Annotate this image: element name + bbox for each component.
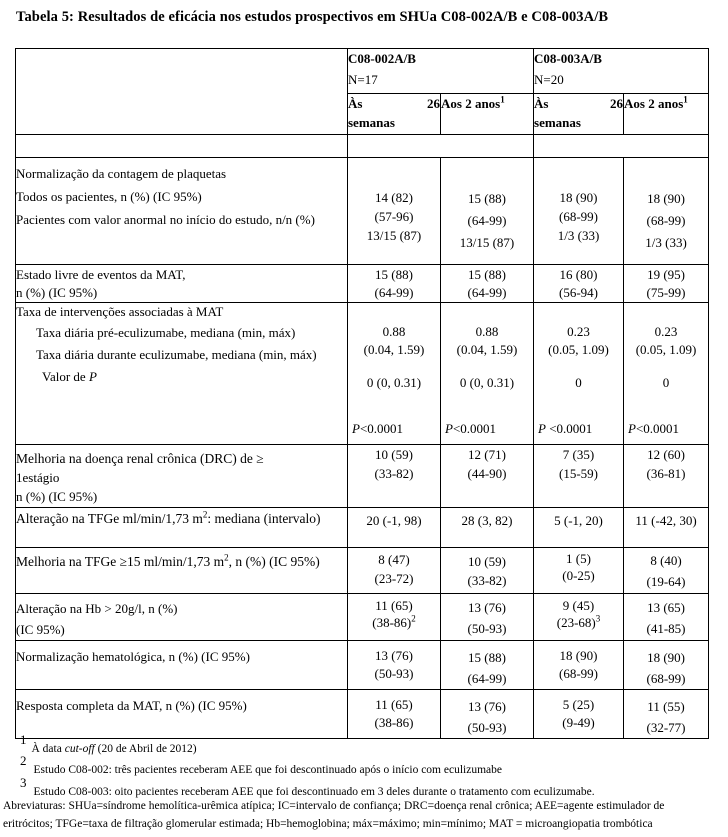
value-cell: 11 (-42, 30) xyxy=(624,508,709,548)
row-label: Alteração na Hb > 20g/l, n (%) (IC 95%) xyxy=(16,594,348,641)
footnote-2: 2Estudo C08-002: três pacientes receberam AEE que foi descontinuado após o início com eculizumabe xyxy=(20,753,502,776)
value-cell: 15 (88) (64-99) xyxy=(441,265,534,303)
study-header xyxy=(534,49,709,94)
table-row-event-free xyxy=(16,265,709,303)
value-cell: 5 (-1, 20) xyxy=(534,508,624,548)
row-label: Melhoria na TFGe ≥15 ml/min/1,73 $m^2$, n (%) (IC 95%) xyxy=(16,548,348,594)
timepoint-2-years: Aos 2 anos$^1$ xyxy=(441,94,534,135)
row-label: Normalização hematológica, n (%) (IC 95%) xyxy=(16,641,348,690)
timepoint-2-years: Aos 2 anos$^1$ xyxy=(624,94,709,135)
table-row-ckd xyxy=(16,445,709,508)
value-cell: 18 (90) (68-99) xyxy=(534,641,624,690)
efficacy-table xyxy=(15,48,709,739)
table-row-hb xyxy=(16,594,709,641)
value-cell: 5 (25) (9-49) xyxy=(534,690,624,739)
table-row-egfr-improvement xyxy=(16,548,709,594)
value-cell: 19 (95) (75-99) xyxy=(624,265,709,303)
value-cell: 10 (59) (33-82) xyxy=(441,548,534,594)
timepoint-26-weeks: Às 26 semanas xyxy=(348,94,441,135)
study-header xyxy=(348,49,534,94)
value-cell: 18 (90) (68-99) 1/3 (33) xyxy=(624,158,709,265)
study-n: N=20 xyxy=(534,72,564,87)
value-cell: 0.23 (0.05, 1.09) 0 P<0.0001 xyxy=(624,303,709,445)
value-cell: 8 (47) (23-72) xyxy=(348,548,441,594)
value-cell: 18 (90) (68-99) 1/3 (33) xyxy=(534,158,624,265)
value-cell: 0.88 (0.04, 1.59) 0 (0, 0.31) P<0.0001 xyxy=(348,303,441,445)
value-cell: 18 (90) (68-99) xyxy=(624,641,709,690)
footnote-1: 1À data cut-off (20 de Abril de 2012) xyxy=(20,732,197,755)
row-label: Resposta completa da MAT, n (%) (IC 95%) xyxy=(16,690,348,739)
value-cell: 11 (65) (38-86) xyxy=(348,690,441,739)
abbreviations: Abreviaturas: SHUa=síndrome hemolítica-urêmica atípica; IC=intervalo de confiança; DRC=doença renal crônica; AEE=agente estimulador de eritrócitos; TFGe=taxa de filtração glomerular estimada; Hb=hemoglobina; máx=máximo; min=mínimo; MAT = microangiopatia trombótica xyxy=(3,800,665,830)
table-row-hematologic xyxy=(16,641,709,690)
value-cell: 13 (65) (41-85) xyxy=(624,594,709,641)
value-cell: 12 (60) (36-81) xyxy=(624,445,709,508)
value-cell: 15 (88) (64-99) xyxy=(441,641,534,690)
value-cell: 13 (76) (50-93) xyxy=(348,641,441,690)
value-cell: 0.88 (0.04, 1.59) 0 (0, 0.31) P<0.0001 xyxy=(441,303,534,445)
table-row-platelets xyxy=(16,158,709,265)
value-cell: 10 (59) (33-82) xyxy=(348,445,441,508)
value-cell: 9 (45) $(23-68)^3$ xyxy=(534,594,624,641)
table-row-complete-response xyxy=(16,690,709,739)
footnote-3: 3Estudo C08-003: oito pacientes receberam AEE que foi descontinuado em 3 deles durante o tratamento com eculizumabe. xyxy=(20,775,595,798)
value-cell: 20 (-1, 98) xyxy=(348,508,441,548)
value-cell: 15 (88) (64-99) xyxy=(348,265,441,303)
value-cell: 15 (88) (64-99) 13/15 (87) xyxy=(441,158,534,265)
study-name: C08-002A/B xyxy=(348,51,416,66)
table-row-interventions xyxy=(16,303,709,445)
table-row-egfr-change xyxy=(16,508,709,548)
timepoint-26-weeks: Às 26 semanas xyxy=(534,94,624,135)
value-cell: 16 (80) (56-94) xyxy=(534,265,624,303)
value-cell: 8 (40) (19-64) xyxy=(624,548,709,594)
row-label: Estado livre de eventos da MAT, n (%) (IC 95%) xyxy=(16,265,348,303)
value-cell: 12 (71) (44-90) xyxy=(441,445,534,508)
value-cell: 0.23 (0.05, 1.09) 0 P <0.0001 xyxy=(534,303,624,445)
value-cell: 11 (55) (32-77) xyxy=(624,690,709,739)
value-cell: 28 (3, 82) xyxy=(441,508,534,548)
value-cell: 14 (82) (57-96) 13/15 (87) xyxy=(348,158,441,265)
header-empty-cell xyxy=(16,49,348,135)
row-label: Taxa de intervenções associadas à MAT Taxa diária pré-eculizumabe, mediana (min, máx) Taxa diária durante eculizumabe, mediana (min, máx) Valor de P xyxy=(16,303,348,445)
row-label: Melhoria na doença renal crônica (DRC) de ≥ 1estágio n (%) (IC 95%) xyxy=(16,445,348,508)
row-label: Normalização da contagem de plaquetas Todos os pacientes, n (%) (IC 95%) Pacientes com valor anormal no início do estudo, n/n (%) xyxy=(16,158,348,265)
spacer-row xyxy=(16,135,709,158)
value-cell: 7 (35) (15-59) xyxy=(534,445,624,508)
study-name: C08-003A/B xyxy=(534,51,602,66)
value-cell: 1 (5) (0-25) xyxy=(534,548,624,594)
study-n: N=17 xyxy=(348,72,378,87)
header-row-studies xyxy=(16,49,709,94)
value-cell: 13 (76) (50-93) xyxy=(441,690,534,739)
value-cell: 13 (76) (50-93) xyxy=(441,594,534,641)
value-cell: 11 (65) $(38-86)^2$ xyxy=(348,594,441,641)
table-title: Tabela 5: Resultados de eficácia nos estudos prospectivos em SHUa C08-002A/B e C08-003A/B xyxy=(16,9,609,25)
row-label: Alteração na TFGe ml/min/1,73 $m^2$: mediana (intervalo) xyxy=(16,508,348,548)
